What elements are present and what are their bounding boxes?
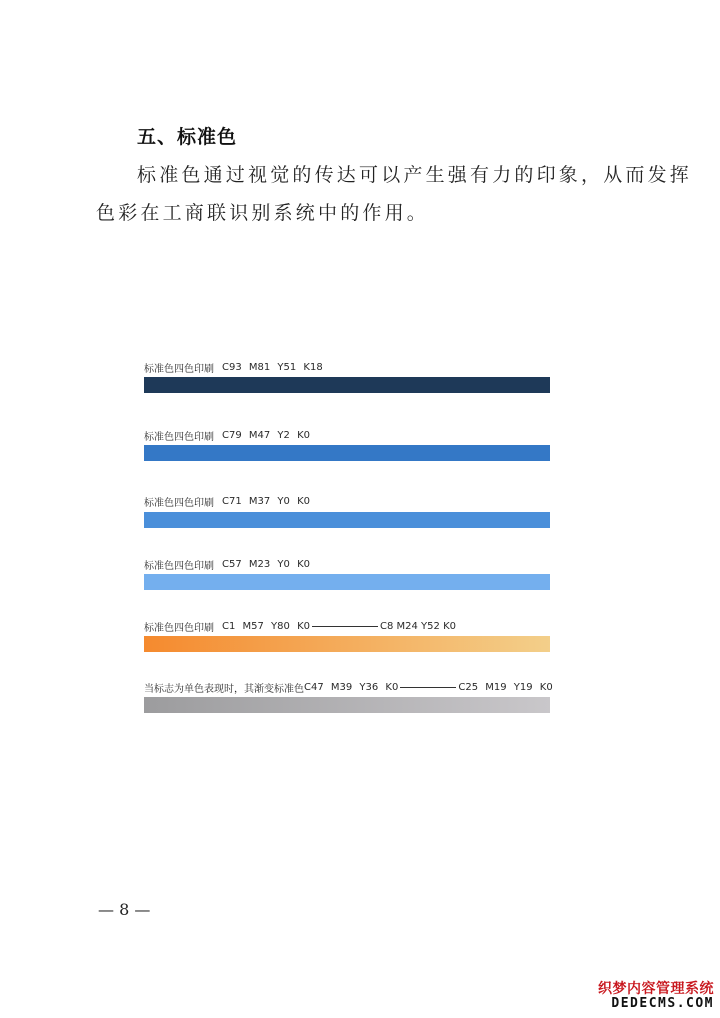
swatch-cmyk-start: C47 M39 Y36 K0 — [304, 682, 399, 693]
watermark-line-2: DEDECMS.COM — [611, 996, 714, 1012]
swatch-name: 标准色四色印刷 — [144, 364, 214, 375]
swatch-name: 标准色四色印刷 — [144, 561, 214, 572]
swatch-cmyk: C57 M23 Y0 K0 — [222, 559, 310, 570]
swatch-cmyk: C93 M81 Y51 K18 — [222, 362, 323, 373]
color-bar-3 — [144, 512, 550, 528]
swatch-label-4 — [144, 557, 310, 572]
paragraph-line-2: 色彩在工商联识别系统中的作用。 — [96, 202, 430, 224]
swatch-cmyk: C71 M37 Y0 K0 — [222, 496, 310, 507]
swatch-name: 当标志为单色表现时，其渐变标准色 — [144, 684, 304, 695]
swatch-label-3 — [144, 494, 310, 509]
swatch-label-2 — [144, 428, 310, 443]
color-bar-1 — [144, 377, 550, 393]
gradient-connector-line — [312, 626, 378, 627]
swatch-name: 标准色四色印刷 — [144, 623, 214, 634]
color-bar-5-gradient — [144, 636, 550, 652]
gradient-connector-line — [400, 687, 456, 688]
swatch-label-6 — [144, 680, 553, 695]
watermark-line-1: 织梦内容管理系统 — [598, 980, 714, 997]
color-bar-4 — [144, 574, 550, 590]
page-number: — 8 — — [98, 900, 151, 919]
swatch-label-5 — [144, 619, 456, 634]
section-title: 五、标准色 — [137, 126, 238, 148]
swatch-cmyk-start: C1 M57 Y80 K0 — [222, 621, 310, 632]
swatch-name: 标准色四色印刷 — [144, 498, 214, 509]
color-bar-6-gradient — [144, 697, 550, 713]
color-bar-2 — [144, 445, 550, 461]
watermark-logo — [598, 981, 714, 1012]
swatch-cmyk: C79 M47 Y2 K0 — [222, 430, 310, 441]
swatch-cmyk-end: C8 M24 Y52 K0 — [380, 621, 456, 632]
swatch-label-1 — [144, 360, 323, 375]
swatch-name: 标准色四色印刷 — [144, 432, 214, 443]
swatch-cmyk-end: C25 M19 Y19 K0 — [458, 682, 553, 693]
paragraph-line-1: 标准色通过视觉的传达可以产生强有力的印象，从而发挥 — [137, 164, 693, 186]
